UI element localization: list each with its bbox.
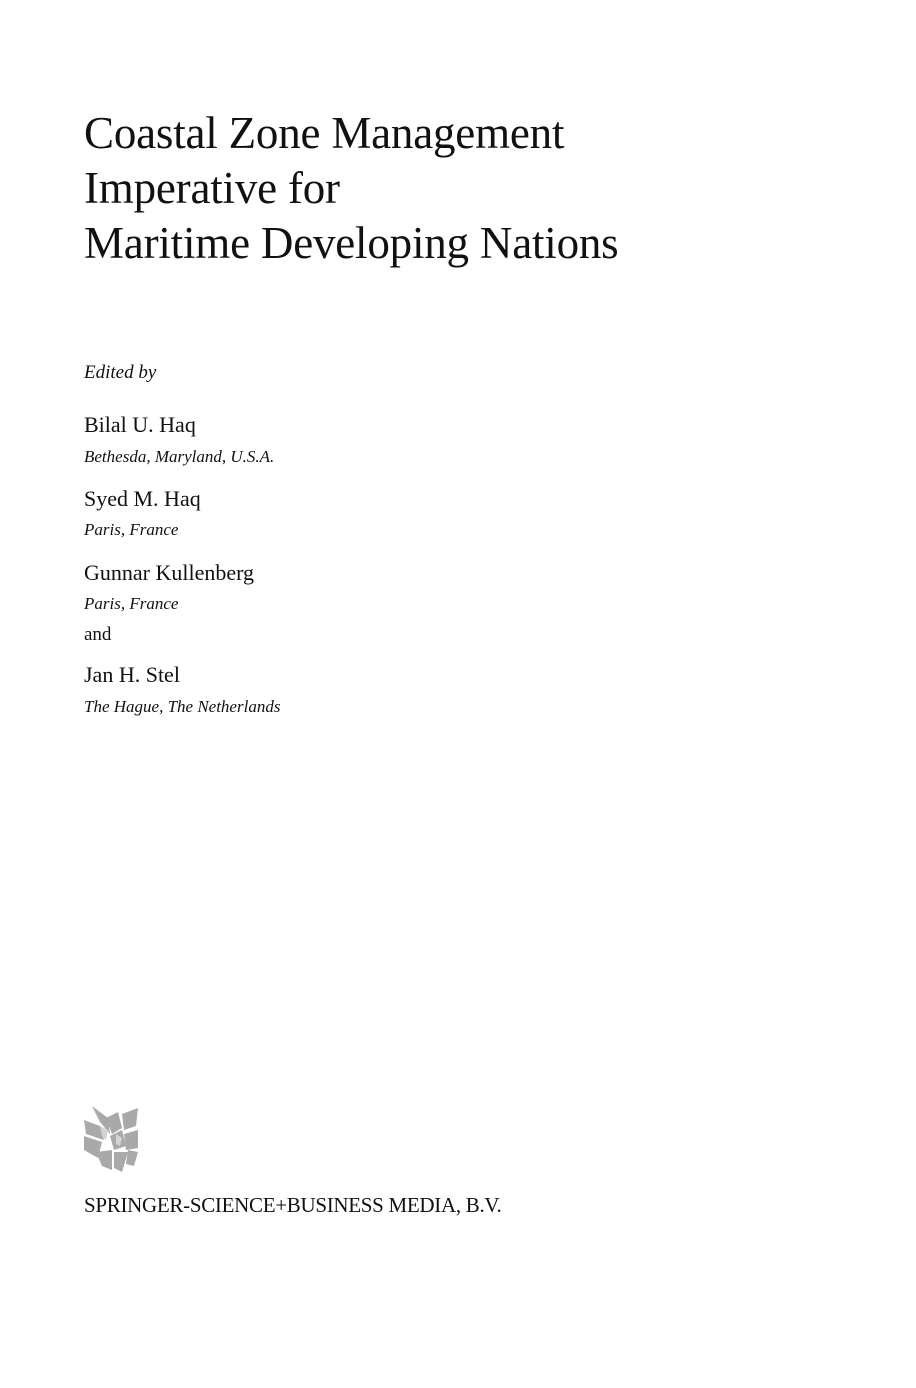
editor-name-1: Bilal U. Haq — [84, 412, 196, 437]
title-line-2: Imperative for — [84, 163, 340, 213]
edited-by-label: Edited by — [84, 362, 157, 383]
editor-name-2: Syed M. Haq — [84, 486, 201, 511]
publisher-name: SPRINGER-SCIENCE+BUSINESS MEDIA, B.V. — [84, 1193, 502, 1217]
title-line-1: Coastal Zone Management — [84, 108, 565, 158]
editor-name-3: Gunnar Kullenberg — [84, 560, 255, 585]
editor-place-4: The Hague, The Netherlands — [84, 697, 281, 716]
editor-place-3: Paris, France — [84, 594, 179, 613]
conjunction-and: and — [84, 624, 112, 645]
book-title — [84, 106, 864, 271]
editor-name-4: Jan H. Stel — [84, 662, 180, 687]
springer-logo-icon — [82, 1104, 140, 1174]
editor-place-1: Bethesda, Maryland, U.S.A. — [84, 447, 275, 466]
title-line-3: Maritime Developing Nations — [84, 218, 619, 268]
editor-place-2: Paris, France — [84, 520, 179, 539]
